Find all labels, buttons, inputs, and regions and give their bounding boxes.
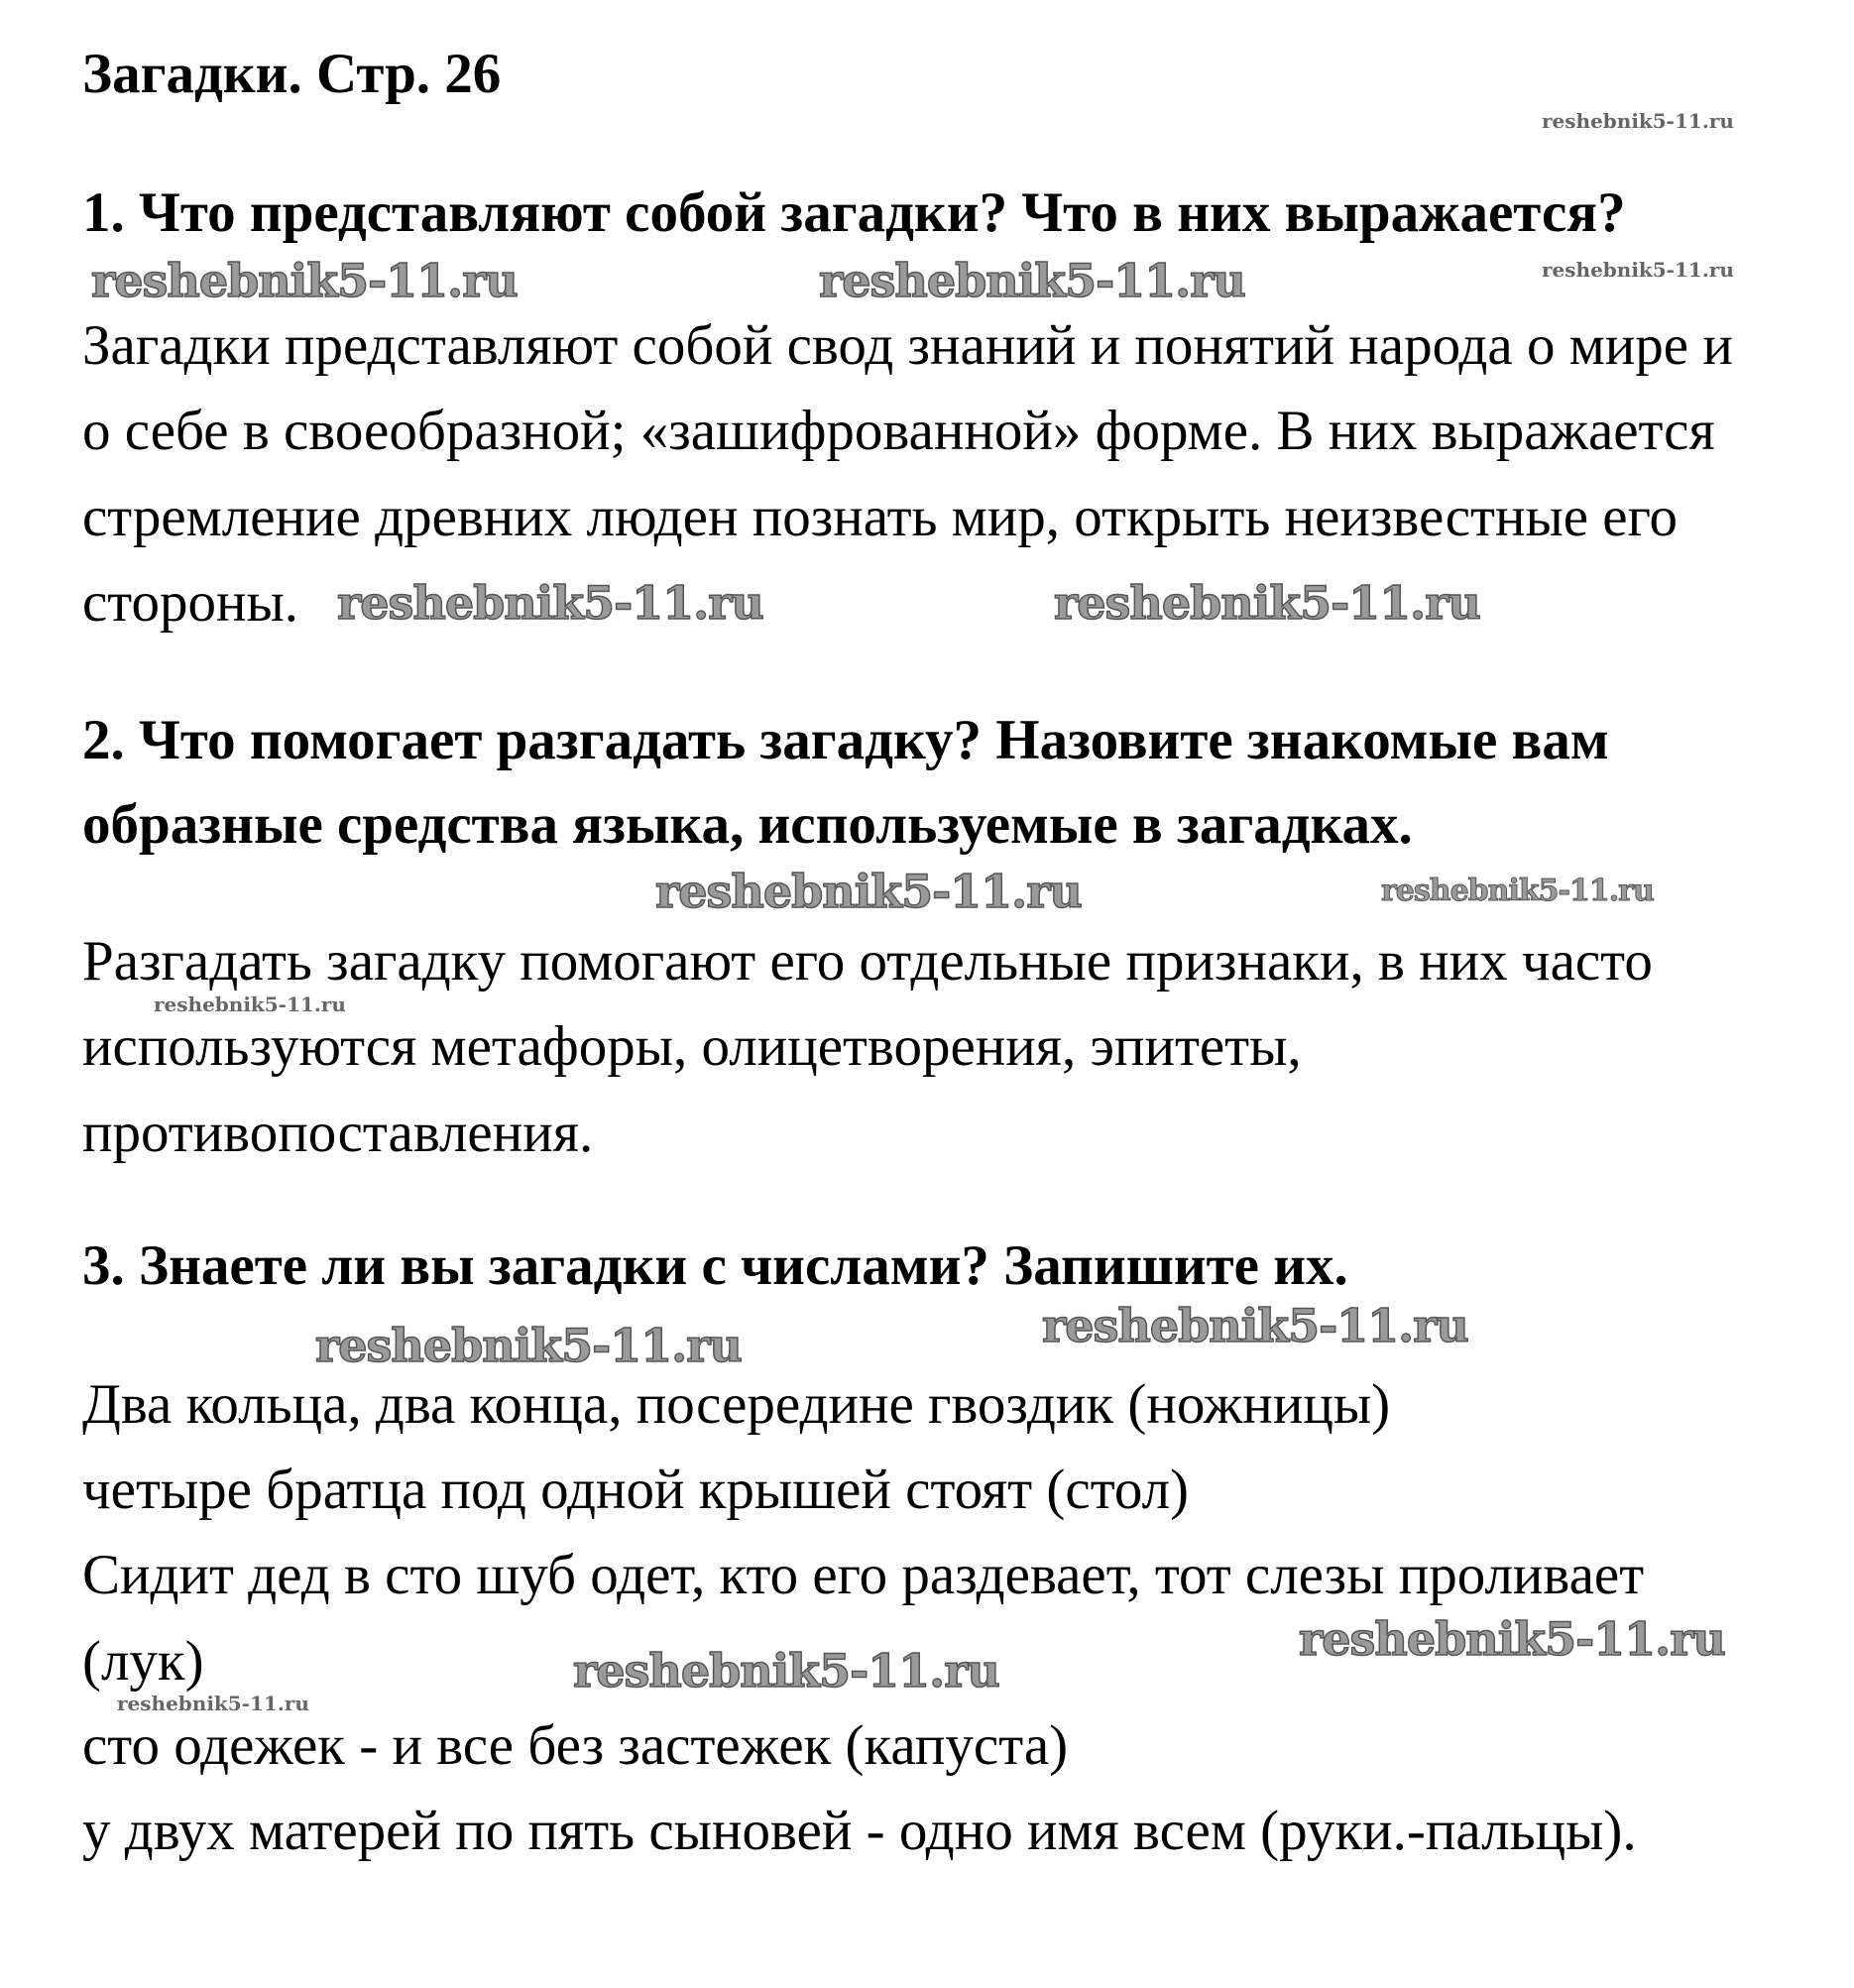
page-title: Загадки. Стр. 26	[82, 43, 502, 105]
question-3: 3. Знаете ли вы загадки с числами? Запишите их.	[82, 1234, 1348, 1297]
answer-3-line: сто одежек - и все без застежек (капуста)	[82, 1714, 1069, 1777]
answer-1-line: стороны.	[82, 571, 299, 634]
watermark: reshebnik5-11.ru	[1542, 258, 1734, 282]
answer-1-line: о себе в своеобразной; «зашифрованной» форме. В них выражается	[82, 400, 1715, 462]
watermark: reshebnik5-11.ru	[1054, 576, 1480, 630]
watermark: reshebnik5-11.ru	[315, 1319, 742, 1372]
watermark: reshebnik5-11.ru	[1042, 1299, 1468, 1352]
answer-3-line: Сидит дед в сто шуб одет, кто его раздевает, тот слезы проливает	[82, 1544, 1645, 1606]
answer-2-line: Разгадать загадку помогают его отдельные признаки, в них часто	[82, 930, 1653, 993]
watermark: reshebnik5-11.ru	[337, 576, 763, 630]
question-1: 1. Что представляют собой загадки? Что в них выражается?	[82, 181, 1626, 244]
watermark: reshebnik5-11.ru	[91, 254, 518, 307]
answer-1-line: Загадки представляют собой свод знаний и понятий народа о мире и	[82, 314, 1733, 377]
watermark: reshebnik5-11.ru	[1381, 874, 1654, 908]
answer-3-line: (лук)	[82, 1630, 204, 1693]
answer-3-line: четыре братца под одной крышей стоят (стол)	[82, 1459, 1190, 1521]
watermark: reshebnik5-11.ru	[819, 254, 1245, 307]
answer-2-line: противопоставления.	[82, 1102, 594, 1164]
watermark: reshebnik5-11.ru	[154, 993, 346, 1016]
answer-2-line: используются метафоры, олицетворения, эпитеты,	[82, 1015, 1302, 1078]
watermark: reshebnik5-11.ru	[655, 865, 1082, 918]
answer-3-line: Два кольца, два конца, посередине гвоздик (ножницы)	[82, 1373, 1391, 1436]
watermark: reshebnik5-11.ru	[1542, 109, 1734, 133]
answer-1-line: стремление древних люден познать мир, открыть неизвестные его	[82, 486, 1679, 548]
watermark: reshebnik5-11.ru	[573, 1644, 999, 1697]
question-2-line: образные средства языка, используемые в загадках.	[82, 793, 1413, 856]
answer-3-line: у двух матерей по пять сыновей - одно имя всем (руки.-пальцы).	[82, 1800, 1637, 1862]
question-2-line: 2. Что помогает разгадать загадку? Назовите знакомые вам	[82, 709, 1609, 771]
watermark: reshebnik5-11.ru	[117, 1692, 309, 1715]
watermark: reshebnik5-11.ru	[1299, 1612, 1725, 1666]
